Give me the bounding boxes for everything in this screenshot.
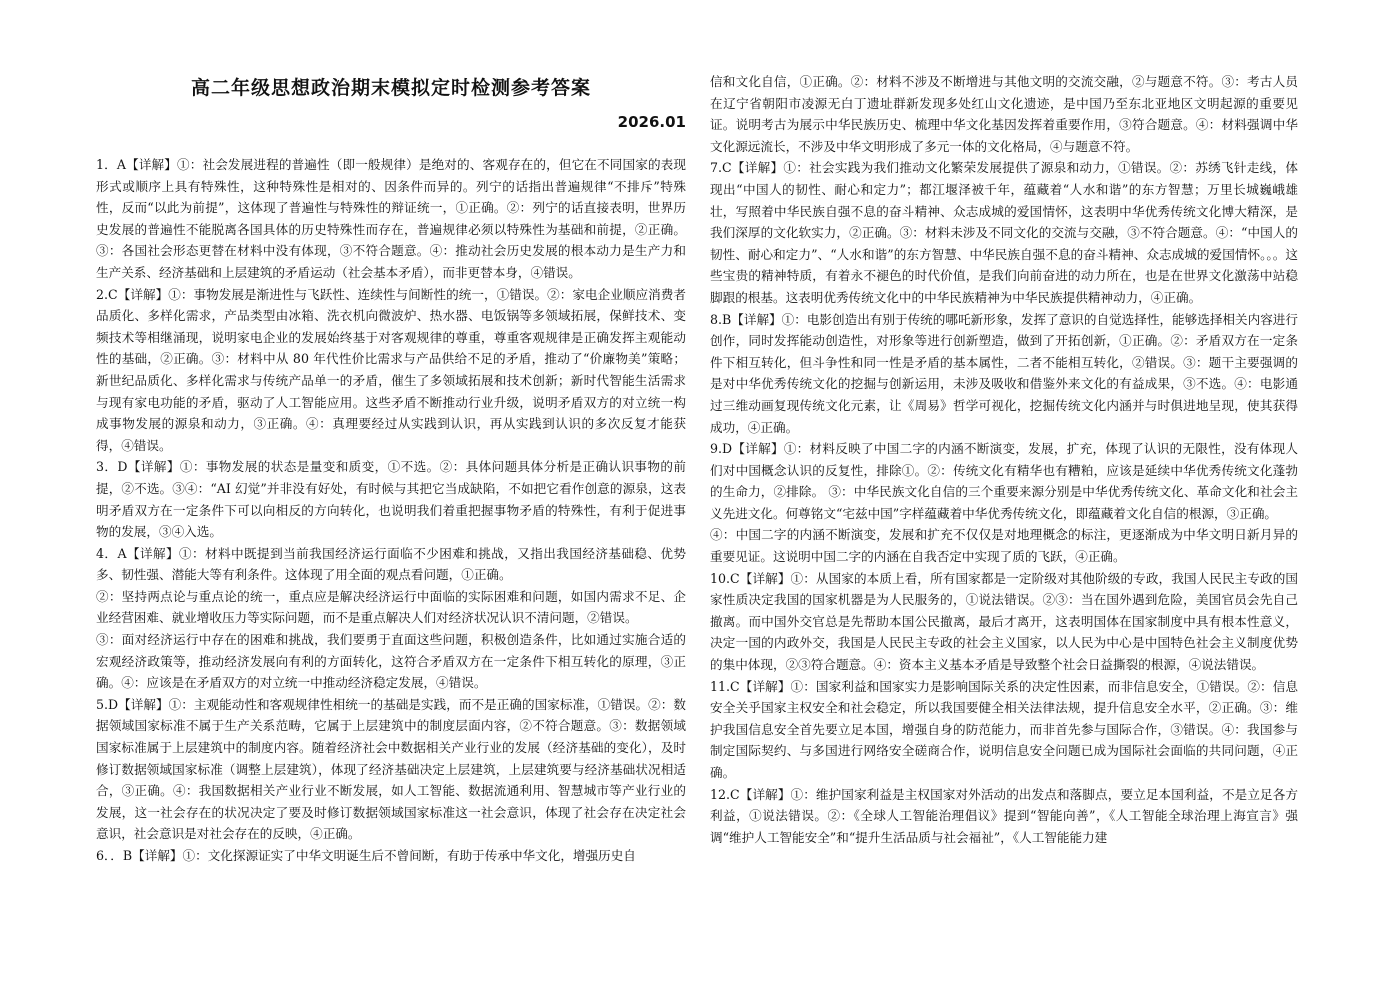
answer-paragraph: 9.D【详解】①：材料反映了中国二字的内涵不断演变，发展，扩充，体现了认识的无限性，没有体现人们对中国概念认识的反复性，排除①。②：传统文化有精华也有糟粕，应该是延续中华优秀传统文化蓬勃的生命力，②排除。 ③：中华民族文化自信的三个重要来源分别是中华优秀传统文化、革命文化和社会主义先进文化。何尊铭文“宅兹中国”字样蕴藏着中华优秀传统文化，即蕴藏着文化自信的根源，③正确。 xyxy=(710,441,1298,521)
document-date: 2026.01 xyxy=(617,113,686,131)
answer-paragraph: 10.C【详解】①：从国家的本质上看，所有国家都是一定阶级对其他阶级的专政，我国人民民主专政的国家性质决定我国的国家机器是为人民服务的，①说法错误。②③：当在国外遇到危险，美国官员会先自己撤离。而中国外交官总是先帮助本国公民撤离，最后才离开，这表明国体在国家制度中具有根本性意义，决定一国的内政外交，我国是人民民主专政的社会主义国家，以人民为中心是中国特色社会主义制度优势的集中体现，②③符合题意。④：资本主义基本矛盾是导致整个社会日益撕裂的根源，④说法错误。 xyxy=(710,570,1298,673)
answer-paragraph: 7.C【详解】①：社会实践为我们推动文化繁荣发展提供了源泉和动力，①错误。②：苏绣飞针走线，体现出“中国人的韧性、耐心和定力”；都江堰泽被千年，蕴藏着“人水和谐”的东方智慧；万里长城巍峨雄壮，写照着中华民族自强不息的奋斗精神、众志成城的爱国情怀，这表明中华优秀传统文化博大精深，是我们深厚的文化软实力，②正确。③：材料未涉及不同文化的交流与交融，③不符合题意。④：“中国人的韧性、耐心和定力”、“人水和谐”的东方智慧、中华民族自强不息的奋斗精神、众志成城的爱国情怀。。。这些宝贵的精神特质，有着永不褪色的时代价值，是我们向前奋进的动力所在，也是在世界文化激荡中站稳脚跟的根基。这表明优秀传统文化中的中华民族精神为中华民族提供精神动力，④正确。 xyxy=(710,160,1298,305)
answer-paragraph: ③：面对经济运行中存在的困难和挑战，我们要勇于直面这些问题，积极创造条件，比如通过实施合适的宏观经济政策等，推动经济发展向有利的方面转化，这符合矛盾双方在一定条件下相互转化的原理，③正确。④：应该是在矛盾双方的对立统一中推动经济稳定发展，④错误。 xyxy=(96,632,686,691)
answer-paragraph: ②：坚持两点论与重点论的统一，重点应是解决经济运行中面临的实际困难和问题，如国内需求不足、企业经营困难、就业增收压力等实际问题，而不是重点解决人们对经济状况认识不清问题，②错误。 xyxy=(96,588,686,626)
answer-paragraph: 2.C【详解】①：事物发展是渐进性与飞跃性、连续性与间断性的统一，①错误。②：家电企业顺应消费者品质化、多样化需求，产品类型由冰箱、洗衣机向微波炉、热水器、电饭锅等多领域拓展，保鲜技术、变频技术等相继涌现，说明家电企业的发展始终基于对客观规律的尊重，尊重客观规律是正确发挥主观能动性的基础，②正确。③：材料中从 80 年代性价比需求与产品供给不足的矛盾，推动了“价廉物美”策略；新世纪品质化、多样化需求与传统产品单一的矛盾，催生了多领域拓展和技术创新；新时代智能生活需求与现有家电功能的矛盾，驱动了人工智能应用。这些矛盾不断推动行业升级，说明矛盾双方的对立统一构成事物发展的源泉和动力，③正确。④：真理要经过从实践到认识，再从实践到认识的多次反复才能获得，④错误。 xyxy=(96,286,686,453)
right-column xyxy=(710,71,1298,848)
answer-paragraph: 11.C【详解】①：国家利益和国家实力是影响国际关系的决定性因素，而非信息安全，①错误。②：信息安全关乎国家主权安全和社会稳定，所以我国要健全相关法律法规，提升信息安全水平，②正确。③：维护我国信息安全首先要立足本国，增强自身的防范能力，而非首先参与国际合作，③错误。④：我国参与制定国际契约、与多国进行网络安全磋商合作，说明信息安全问题已成为国际社会面临的共同问题，④正确。 xyxy=(710,678,1298,780)
answer-paragraph: 12.C【详解】①：维护国家利益是主权国家对外活动的出发点和落脚点，要立足本国利益，不是立足各方利益，①说法错误。②：《全球人工智能治理倡议》提到“智能向善”，《人工智能全球治理上海宣言》强调“维护人工智能安全”和“提升生活品质与社会福祉”，《人工智能能力建 xyxy=(710,786,1298,845)
answer-paragraph: 1．A【详解】①：社会发展进程的普遍性（即一般规律）是绝对的、客观存在的，但它在不同国家的表现形式或顺序上具有特殊性，这种特殊性是相对的、因条件而异的。列宁的话指出普遍规律“不排斥”特殊性，反而“以此为前提”，这体现了普遍性与特殊性的辩证统一，①正确。②：列宁的话直接表明，世界历史发展的普遍性不能脱离各国具体的历史特殊性而存在，普遍规律必须以特殊性为基础和前提，②正确。③：各国社会形态更替在材料中没有体现，③不符合题意。④：推动社会历史发展的根本动力是生产力和生产关系、经济基础和上层建筑的矛盾运动（社会基本矛盾），而非更替本身，④错误。 xyxy=(96,157,686,280)
document-title: 高二年级思想政治期末模拟定时检测参考答案 xyxy=(190,77,591,99)
answer-paragraph: 6．．B【详解】①：文化探源证实了中华文明诞生后不曾间断，有助于传承中华文化，增强历史自 xyxy=(96,848,636,863)
answer-paragraph: 8.B【详解】①：电影创造出有别于传统的哪吒新形象，发挥了意识的自觉选择性，能够选择相关内容进行创作，同时发挥能动创造性，对形象等进行创新塑造，做到了开拓创新，①正确。②：矛盾双方在一定条件下相互转化，但斗争性和同一性是矛盾的基本属性，二者不能相互转化，②错误。③：题干主要强调的是对中华优秀传统文化的挖掘与创新运用，未涉及吸收和借鉴外来文化的有益成果，③不选。④：电影通过三维动画复现传统文化元素，让《周易》哲学可视化，挖掘传统文化内涵并与时俱进地呈现，使其获得成功，④正确。 xyxy=(710,311,1298,435)
answer-paragraph: 4．A【详解】①：材料中既提到当前我国经济运行面临不少困难和挑战，又指出我国经济基础稳、优势多、韧性强、潜能大等有利条件。这体现了用全面的观点看问题，①正确。 xyxy=(96,545,686,583)
answer-paragraph: 5.D【详解】①：主观能动性和客观规律性相统一的基础是实践，而不是正确的国家标准，①错误。②：数据领域国家标准不属于生产关系范畴，它属于上层建筑中的制度层面内容，②不符合题意。③：数据领域国家标准属于上层建筑中的制度内容。随着经济社会中数据相关产业行业的发展（经济基础的变化），及时修订数据领域国家标准（调整上层建筑），体现了经济基础决定上层建筑，上层建筑要与经济基础状况相适合，③正确。④：我国数据相关产业行业不断发展，如人工智能、数据流通利用、智慧城市等产业行业的发展，这一社会存在的状况决定了要及时修订数据领域国家标准这一社会意识，体现了社会存在决定社会意识，社会意识是对社会存在的反映，④正确。 xyxy=(96,696,686,842)
left-column xyxy=(96,154,686,867)
answer-paragraph: 信和文化自信，①正确。②：材料不涉及不断增进与其他文明的交流交融，②与题意不符。③：考古人员在辽宁省朝阳市凌源无白丁遗址群新发现多处红山文化遗迹，是中国乃至东北亚地区文明起源的重要见证。说明考古为展示中华民族历史、梳理中华文化基因发挥着重要作用，③符合题意。④：材料强调中华文化源远流长，不涉及中华文明形成了多元一体的文化格局，④与题意不符。 xyxy=(710,74,1298,154)
answer-paragraph: ④：中国二字的内涵不断演变，发展和扩充不仅仅是对地理概念的标注，更逐渐成为中华文明日新月异的重要见证。这说明中国二字的内涵在自我否定中实现了质的飞跃，④正确。 xyxy=(710,527,1298,565)
answer-paragraph: 3．D【详解】①：事物发展的状态是量变和质变，①不选。②：具体问题具体分析是正确认识事物的前提，②不选。③④：“AI 幻觉”并非没有好处，有时候与其把它当成缺陷，不如把它看作创意的源泉，这表明矛盾双方在一定条件下可以向相反的方向转化，也说明我们着重把握事物矛盾的特殊性，有利于促进事物的发展，③④入选。 xyxy=(96,459,686,540)
